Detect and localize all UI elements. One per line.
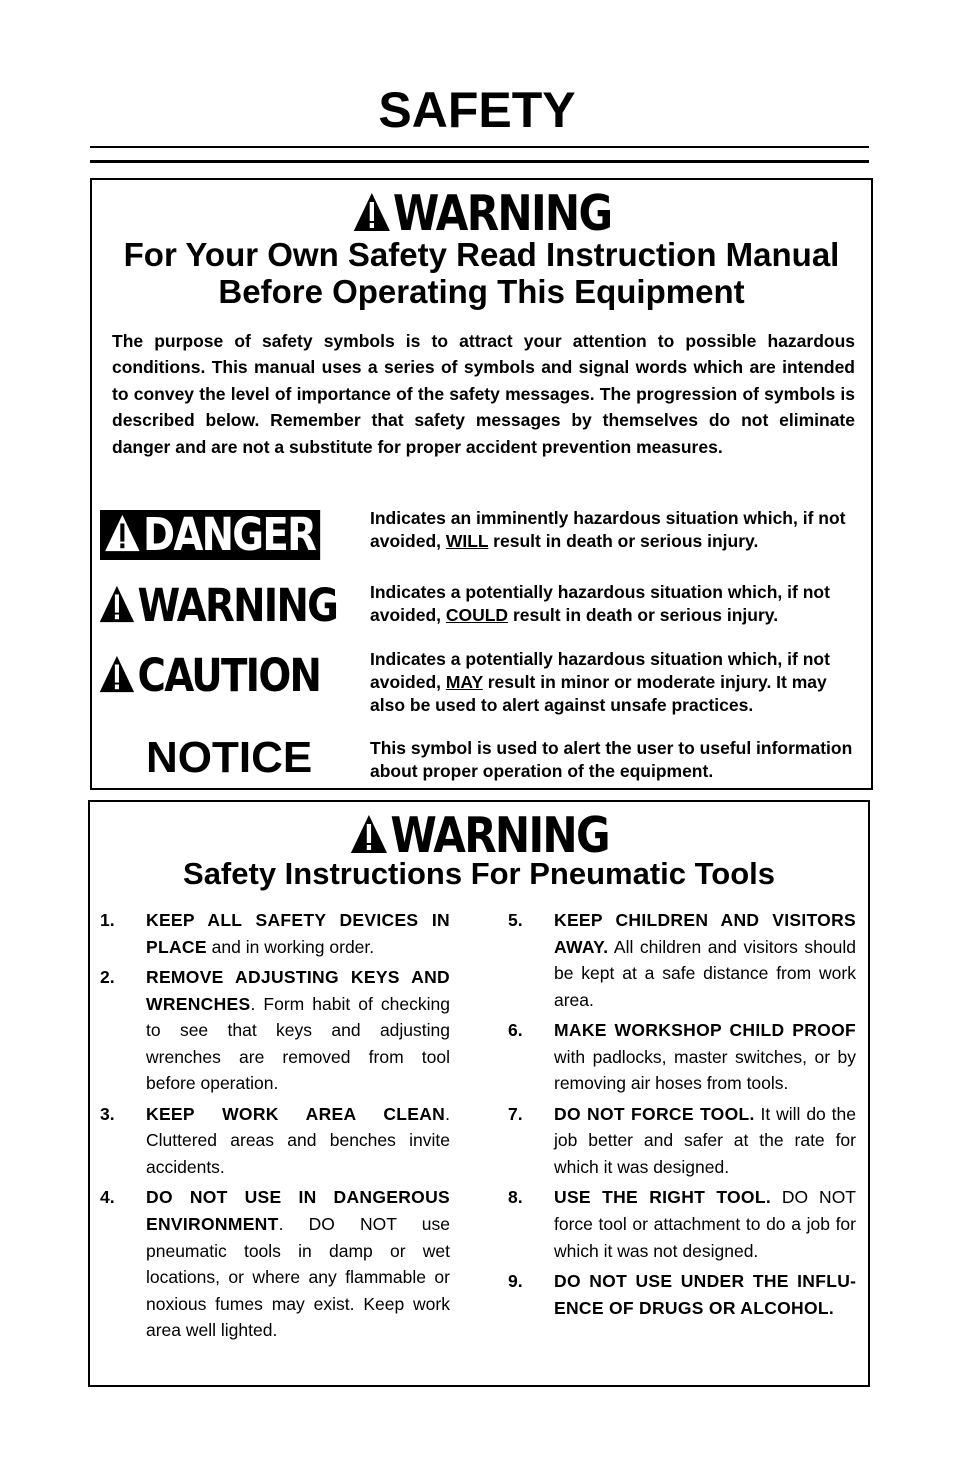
warning-signal: [98, 580, 337, 632]
instruction-item: [100, 1184, 450, 1344]
title-rule-top: [90, 146, 869, 148]
danger-triangle-icon: [103, 513, 141, 553]
item-lead: KEEP WORK AREA CLEAN: [146, 1103, 446, 1124]
caution-keyword: MAY: [445, 672, 483, 692]
warning-triangle-icon: [352, 191, 392, 233]
item-text: . DO NOT use pneumatic tools in damp or wet locations, or where any flammable or noxious fumes may exist. Keep work area well lighted.: [146, 1213, 450, 1341]
instruction-item: [100, 907, 450, 960]
item-number: 7.: [508, 1103, 523, 1124]
item-lead: USE THE RIGHT TOOL.: [554, 1187, 771, 1208]
title-rule-bottom: [90, 160, 869, 163]
warning-description: [370, 581, 863, 627]
item-lead: MAKE WORKSHOP CHILD PROOF: [554, 1020, 856, 1041]
item-text: and in working order.: [206, 936, 375, 957]
item-lead: KEEP CHILDREN AND VISITORS AWAY.: [554, 910, 856, 957]
danger-word: DANGER: [143, 508, 316, 561]
manual-heading: [92, 236, 871, 310]
danger-description-end: result in death or serious injury.: [488, 531, 759, 551]
instruction-item: [508, 1184, 856, 1264]
manual-heading-line1: For Your Own Safety Read Instruction Manual: [123, 236, 840, 273]
instruction-item: [508, 907, 856, 1013]
item-number: 4.: [100, 1187, 115, 1208]
item-text: with padlocks, master switches, or by removing air hoses from tools.: [554, 1046, 856, 1094]
item-lead: DO NOT FORCE TOOL.: [554, 1103, 755, 1124]
purpose-paragraph: The purpose of safety symbols is to attract your attention to possible hazardous conditions. This manual uses a series of symbols and signal words which are intended to convey the level of importance of the safety messages. The progression of symbols is described below. Remember that safety messages by themselves do not eliminate danger and are not a substitute for proper accident prevention measures.: [112, 331, 855, 457]
general-warning-box: [90, 178, 873, 790]
caution-triangle-icon: [98, 654, 136, 694]
page-title: SAFETY: [378, 82, 576, 138]
item-number: 2.: [100, 966, 115, 987]
warning-signal-word: WARNING: [392, 185, 612, 242]
item-number: 8.: [508, 1187, 523, 1208]
manual-heading-line2: Before Operating This Equipment: [218, 273, 745, 310]
warning-triangle-icon: [349, 813, 389, 855]
item-number: 6.: [508, 1020, 523, 1041]
item-number: 1.: [100, 910, 115, 930]
item-text: . Cluttered areas and benches invite accidents.: [146, 1103, 450, 1177]
item-number: 3.: [100, 1103, 115, 1124]
item-lead: DO NOT USE IN DANGEROUS ENVIRONMENT: [146, 1187, 450, 1234]
instruction-item: [100, 1101, 450, 1181]
caution-signal: [98, 650, 320, 702]
warning-word: WARNING: [137, 579, 338, 632]
warning-triangle-icon: [98, 584, 136, 624]
instructions-right-column: [508, 907, 856, 1325]
instruction-item: [100, 964, 450, 1097]
instruction-item: [508, 1268, 856, 1321]
instruction-item: [508, 1101, 856, 1181]
item-lead: KEEP ALL SAFETY DEVICES IN PLACE: [146, 910, 450, 957]
item-lead: DO NOT USE UNDER THE INFLUENCE OF DRUGS OR ALCOHOL.: [554, 1270, 856, 1318]
item-number: 5.: [508, 910, 523, 930]
notice-signal: NOTICE: [146, 733, 313, 782]
caution-word: CAUTION: [137, 649, 321, 702]
caution-description-end: result in minor or moderate injury. It may also be used to alert against unsafe practices.: [370, 672, 827, 715]
item-number: 9.: [508, 1270, 523, 1291]
instructions-left-column: [100, 907, 450, 1348]
danger-keyword: WILL: [445, 531, 489, 551]
caution-description-text: Indicates a potentially hazardous situation which, if not avoided,: [370, 649, 830, 692]
pneumatic-warning-box: [88, 800, 870, 1387]
item-text: All children and visitors should be kept at a safe distance from work area.: [554, 936, 856, 1010]
item-text: DO NOT force tool or attachment to do a job for which it was not designed.: [554, 1187, 857, 1261]
item-text: It will do the job better and safer at the rate for which it was designed.: [554, 1103, 856, 1177]
danger-signal: [100, 510, 320, 560]
warning-keyword: COULD: [445, 605, 509, 625]
danger-description-text: Indicates an imminently hazardous situation which, if not avoided,: [370, 508, 846, 551]
warning-description-end: result in death or serious injury.: [508, 605, 779, 625]
item-lead: REMOVE ADJUSTING KEYS AND WRENCHES: [146, 966, 450, 1014]
danger-description: [370, 507, 863, 553]
pneumatic-heading: Safety Instructions For Pneumatic Tools: [183, 856, 775, 891]
item-text: . Form habit of checking to see that keys and adjusting wrenches are removed from tool before operation.: [146, 993, 450, 1094]
instruction-item: [508, 1017, 856, 1097]
pneumatic-signal-word: WARNING: [390, 807, 609, 864]
caution-description: [370, 648, 863, 717]
notice-description: This symbol is used to alert the user to useful information about proper operation of the equipment.: [370, 738, 853, 781]
warning-heading: [147, 186, 817, 242]
warning-description-text: Indicates a potentially hazardous situation which, if not avoided,: [370, 582, 830, 625]
